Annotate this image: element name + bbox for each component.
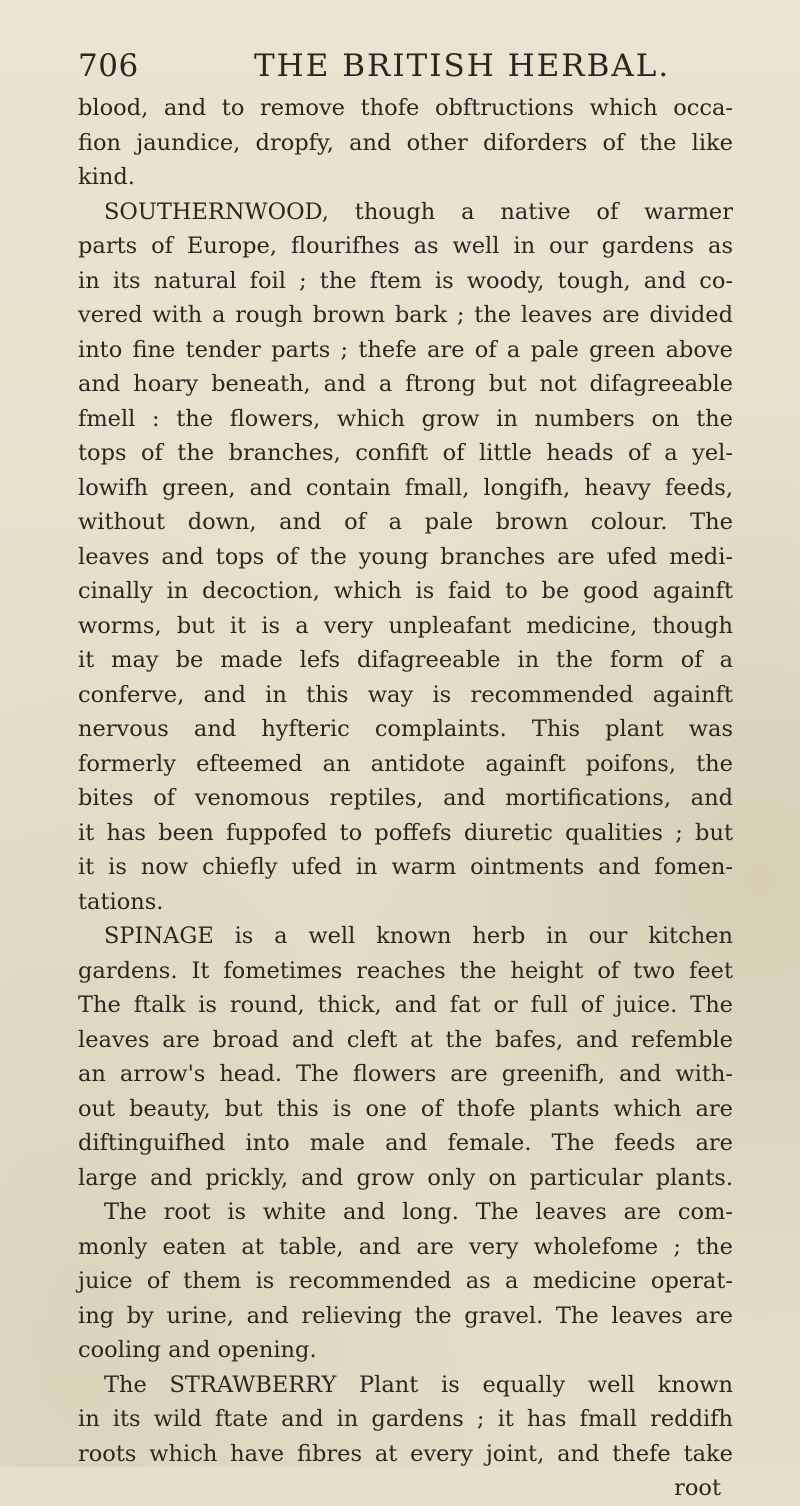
text-line: bites of venomous reptiles, and mortifications, and: [78, 785, 733, 811]
text-line: fmell : the flowers, which grow in numbers on the: [78, 405, 733, 432]
text-line: vered with a rough brown bark ; the leaves are divided: [78, 302, 733, 328]
text-line: blood, and to remove thofe obftructions which occa-: [78, 95, 733, 121]
text-line: diftinguifhed into male and female. The feeds are: [78, 1130, 733, 1156]
text-line: ing by urine, and relieving the gravel. The leaves are: [78, 1302, 733, 1329]
entry-heading-line: SPINAGE is a well known herb in our kitchen: [104, 923, 733, 949]
text-line: juice of them is recommended as a medicine operat-: [78, 1268, 733, 1294]
text-line: conferve, and in this way is recommended againft: [78, 681, 733, 708]
text-line: nervous and hyfteric complaints. This plant was: [78, 716, 733, 742]
text-line: it is now chiefly ufed in warm ointments and fomen-: [78, 854, 733, 880]
text-line: and hoary beneath, and a ftrong but not difagreeable: [78, 371, 733, 397]
text-line: cinally in decoction, which is faid to be good againft: [78, 578, 733, 604]
text-line: in its natural foil ; the ftem is woody, tough, and co-: [78, 267, 733, 294]
text-line: roots which have fibres at every joint, and thefe take: [78, 1440, 733, 1467]
text-line: tops of the branches, confift of little heads of a yel-: [78, 440, 733, 466]
entry-heading-line: SOUTHERNWOOD, though a native of warmer: [104, 198, 733, 225]
text-line: into fine tender parts ; thefe are of a pale green above: [78, 336, 733, 363]
text-line: large and prickly, and grow only on particular plants.: [78, 1164, 733, 1191]
text-line: formerly efteemed an antidote againft poifons, the: [78, 750, 733, 777]
entry-heading-line: The STRAWBERRY Plant is equally well known: [104, 1371, 733, 1398]
text-line: in its wild ftate and in gardens ; it has fmall reddifh: [78, 1406, 733, 1432]
text-line: leaves and tops of the young branches are ufed medi-: [78, 543, 733, 570]
page-header: [78, 46, 678, 86]
text-line: an arrow's head. The flowers are greenifh, and with-: [78, 1061, 733, 1087]
text-line: without down, and of a pale brown colour. The: [78, 509, 733, 535]
catchword: root: [674, 1475, 721, 1501]
text-line: leaves are broad and cleft at the bafes, and refemble: [78, 1026, 733, 1053]
text-line: The root is white and long. The leaves are com-: [104, 1199, 733, 1225]
text-line: it may be made lefs difagreeable in the form of a: [78, 647, 733, 673]
text-line: parts of Europe, flourifhes as well in our gardens as: [78, 233, 733, 259]
text-line: lowifh green, and contain fmall, longifh, heavy feeds,: [78, 474, 733, 501]
text-line: tations.: [78, 888, 164, 915]
text-line: cooling and opening.: [78, 1337, 317, 1363]
page-number: 706: [78, 48, 139, 84]
text-line: monly eaten at table, and are very wholefome ; the: [78, 1233, 733, 1260]
body-text: [78, 91, 733, 1506]
text-line: worms, but it is a very unpleafant medicine, though: [78, 612, 733, 639]
text-line: fion jaundice, dropfy, and other diforders of the like: [78, 129, 733, 156]
text-line: The ftalk is round, thick, and fat or full of juice. The: [78, 992, 733, 1018]
text-line: it has been fuppofed to poffefs diuretic qualities ; but: [78, 819, 733, 846]
text-line: kind.: [78, 164, 135, 190]
running-head: THE BRITISH HERBAL.: [254, 48, 671, 84]
text-line: gardens. It fometimes reaches the height of two feet: [78, 957, 733, 984]
text-line: out beauty, but this is one of thofe plants which are: [78, 1095, 733, 1122]
